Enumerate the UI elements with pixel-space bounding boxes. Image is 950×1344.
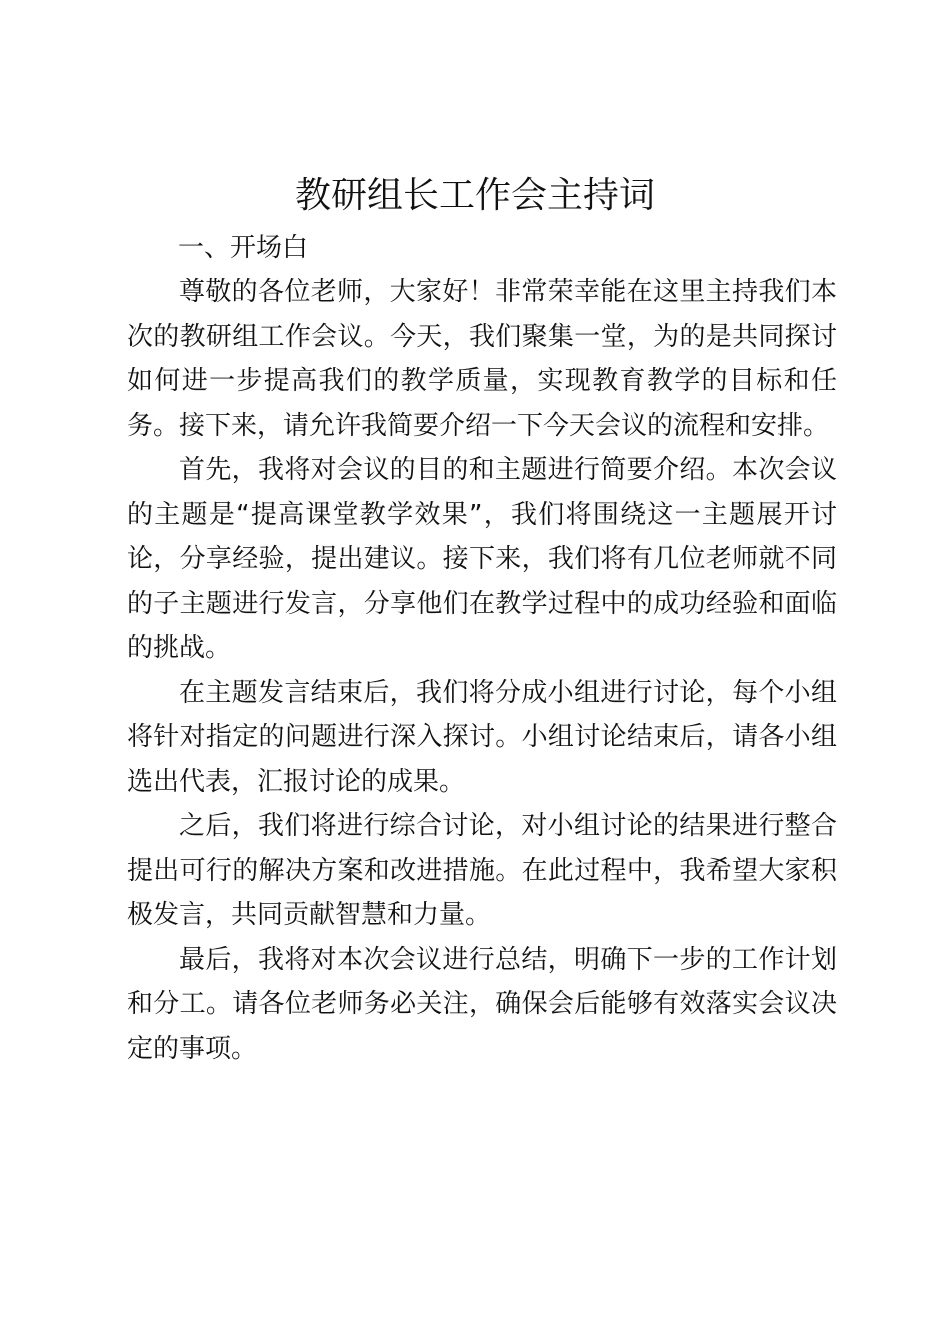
paragraph-greeting: 尊敬的各位老师，大家好！非常荣幸能在这里主持我们本次的教研组工作会议。今天，我们聚集一堂，为的是共同探讨如何进一步提高我们的教学质量，实现教育教学的目标和任务。接下来，请允许我简要介绍一下今天会议的流程和安排。 xyxy=(127,277,837,441)
paragraph-group-discussion: 在主题发言结束后，我们将分成小组进行讨论，每个小组将针对指定的问题进行深入探讨。小组讨论结束后，请各小组选出代表，汇报讨论的成果。 xyxy=(127,677,837,797)
document-body xyxy=(127,270,837,1071)
paragraph-first-agenda: 首先，我将对会议的目的和主题进行简要介绍。本次会议的主题是“提高课堂教学效果”，我们将围绕这一主题展开讨论，分享经验，提出建议。接下来，我们将有几位老师就不同的子主题进行发言，分享他们在教学过程中的成功经验和面临的挑战。 xyxy=(127,455,837,663)
paragraph-comprehensive-discussion: 之后，我们将进行综合讨论，对小组讨论的结果进行整合提出可行的解决方案和改进措施。在此过程中，我希望大家积极发言，共同贡献智慧和力量。 xyxy=(127,811,837,930)
page-title: 教研组长工作会主持词 xyxy=(294,175,655,216)
section-heading-opening: 一、开场白 xyxy=(178,233,309,263)
paragraph-summary: 最后，我将对本次会议进行总结，明确下一步的工作计划和分工。请各位老师务必关注，确保会后能够有效落实会议决定的事项。 xyxy=(127,944,837,1064)
